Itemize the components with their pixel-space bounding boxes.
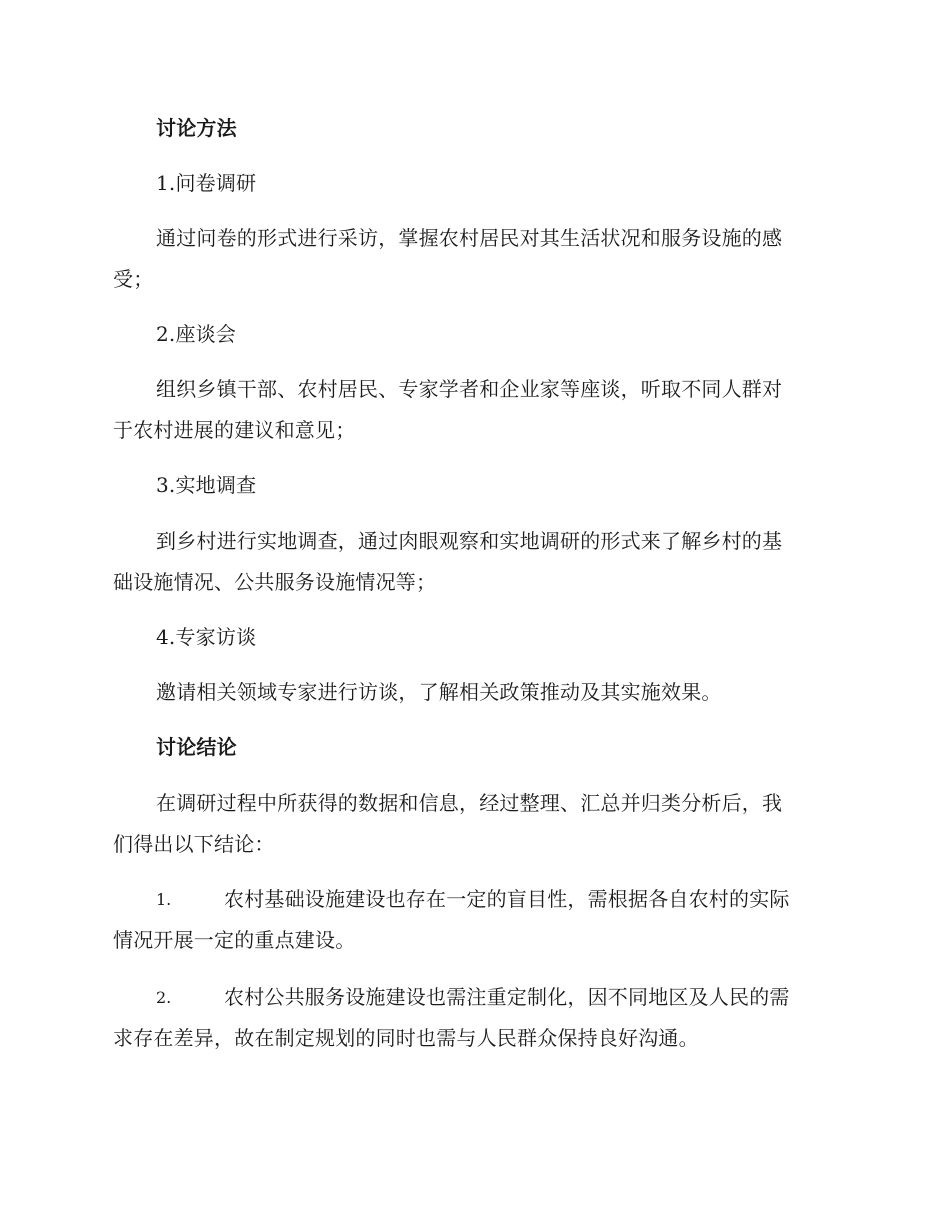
method1-text-line1: 通过问卷的形式进行采访，掌握农村居民对其生活状况和服务设施的感 [156, 226, 783, 250]
list-item-2-line1: 农村公共服务设施建设也需注重定制化，因不同地区及人民的需 [224, 985, 790, 1009]
conclusion-intro-line1: 在调研过程中所获得的数据和信息，经过整理、汇总并归类分析后，我 [156, 791, 783, 815]
method4-title: 4.专家访谈 [156, 625, 257, 649]
list-item-1-line1: 农村基础设施建设也存在一定的盲目性，需根据各自农村的实际 [224, 887, 790, 911]
methods-heading: 讨论方法 [156, 116, 237, 140]
list-item-2-line2: 求存在差异，故在制定规划的同时也需与人民群众保持良好沟通。 [113, 1026, 699, 1050]
list-item-2-number: 2. [156, 988, 172, 1007]
method4-text-line1: 邀请相关领域专家进行访谈，了解相关政策推动及其实施效果。 [156, 680, 722, 704]
method2-title: 2.座谈会 [156, 322, 237, 346]
method2-text-line1: 组织乡镇干部、农村居民、专家学者和企业家等座谈，听取不同人群对 [156, 377, 783, 401]
method1-text-line2: 受； [113, 267, 154, 291]
conclusion-intro-line2: 们得出以下结论： [113, 832, 275, 856]
method1-title: 1.问卷调研 [156, 171, 257, 195]
method3-text-line2: 础设施情况、公共服务设施情况等； [113, 570, 437, 594]
method2-text-line2: 于农村进展的建议和意见； [113, 418, 356, 442]
method3-title: 3.实地调查 [156, 473, 257, 497]
conclusion-heading: 讨论结论 [156, 735, 237, 759]
list-item-1-number: 1. [156, 890, 172, 909]
method3-text-line1: 到乡村进行实地调查，通过肉眼观察和实地调研的形式来了解乡村的基 [156, 529, 783, 553]
list-item-1-line2: 情况开展一定的重点建设。 [113, 928, 356, 952]
